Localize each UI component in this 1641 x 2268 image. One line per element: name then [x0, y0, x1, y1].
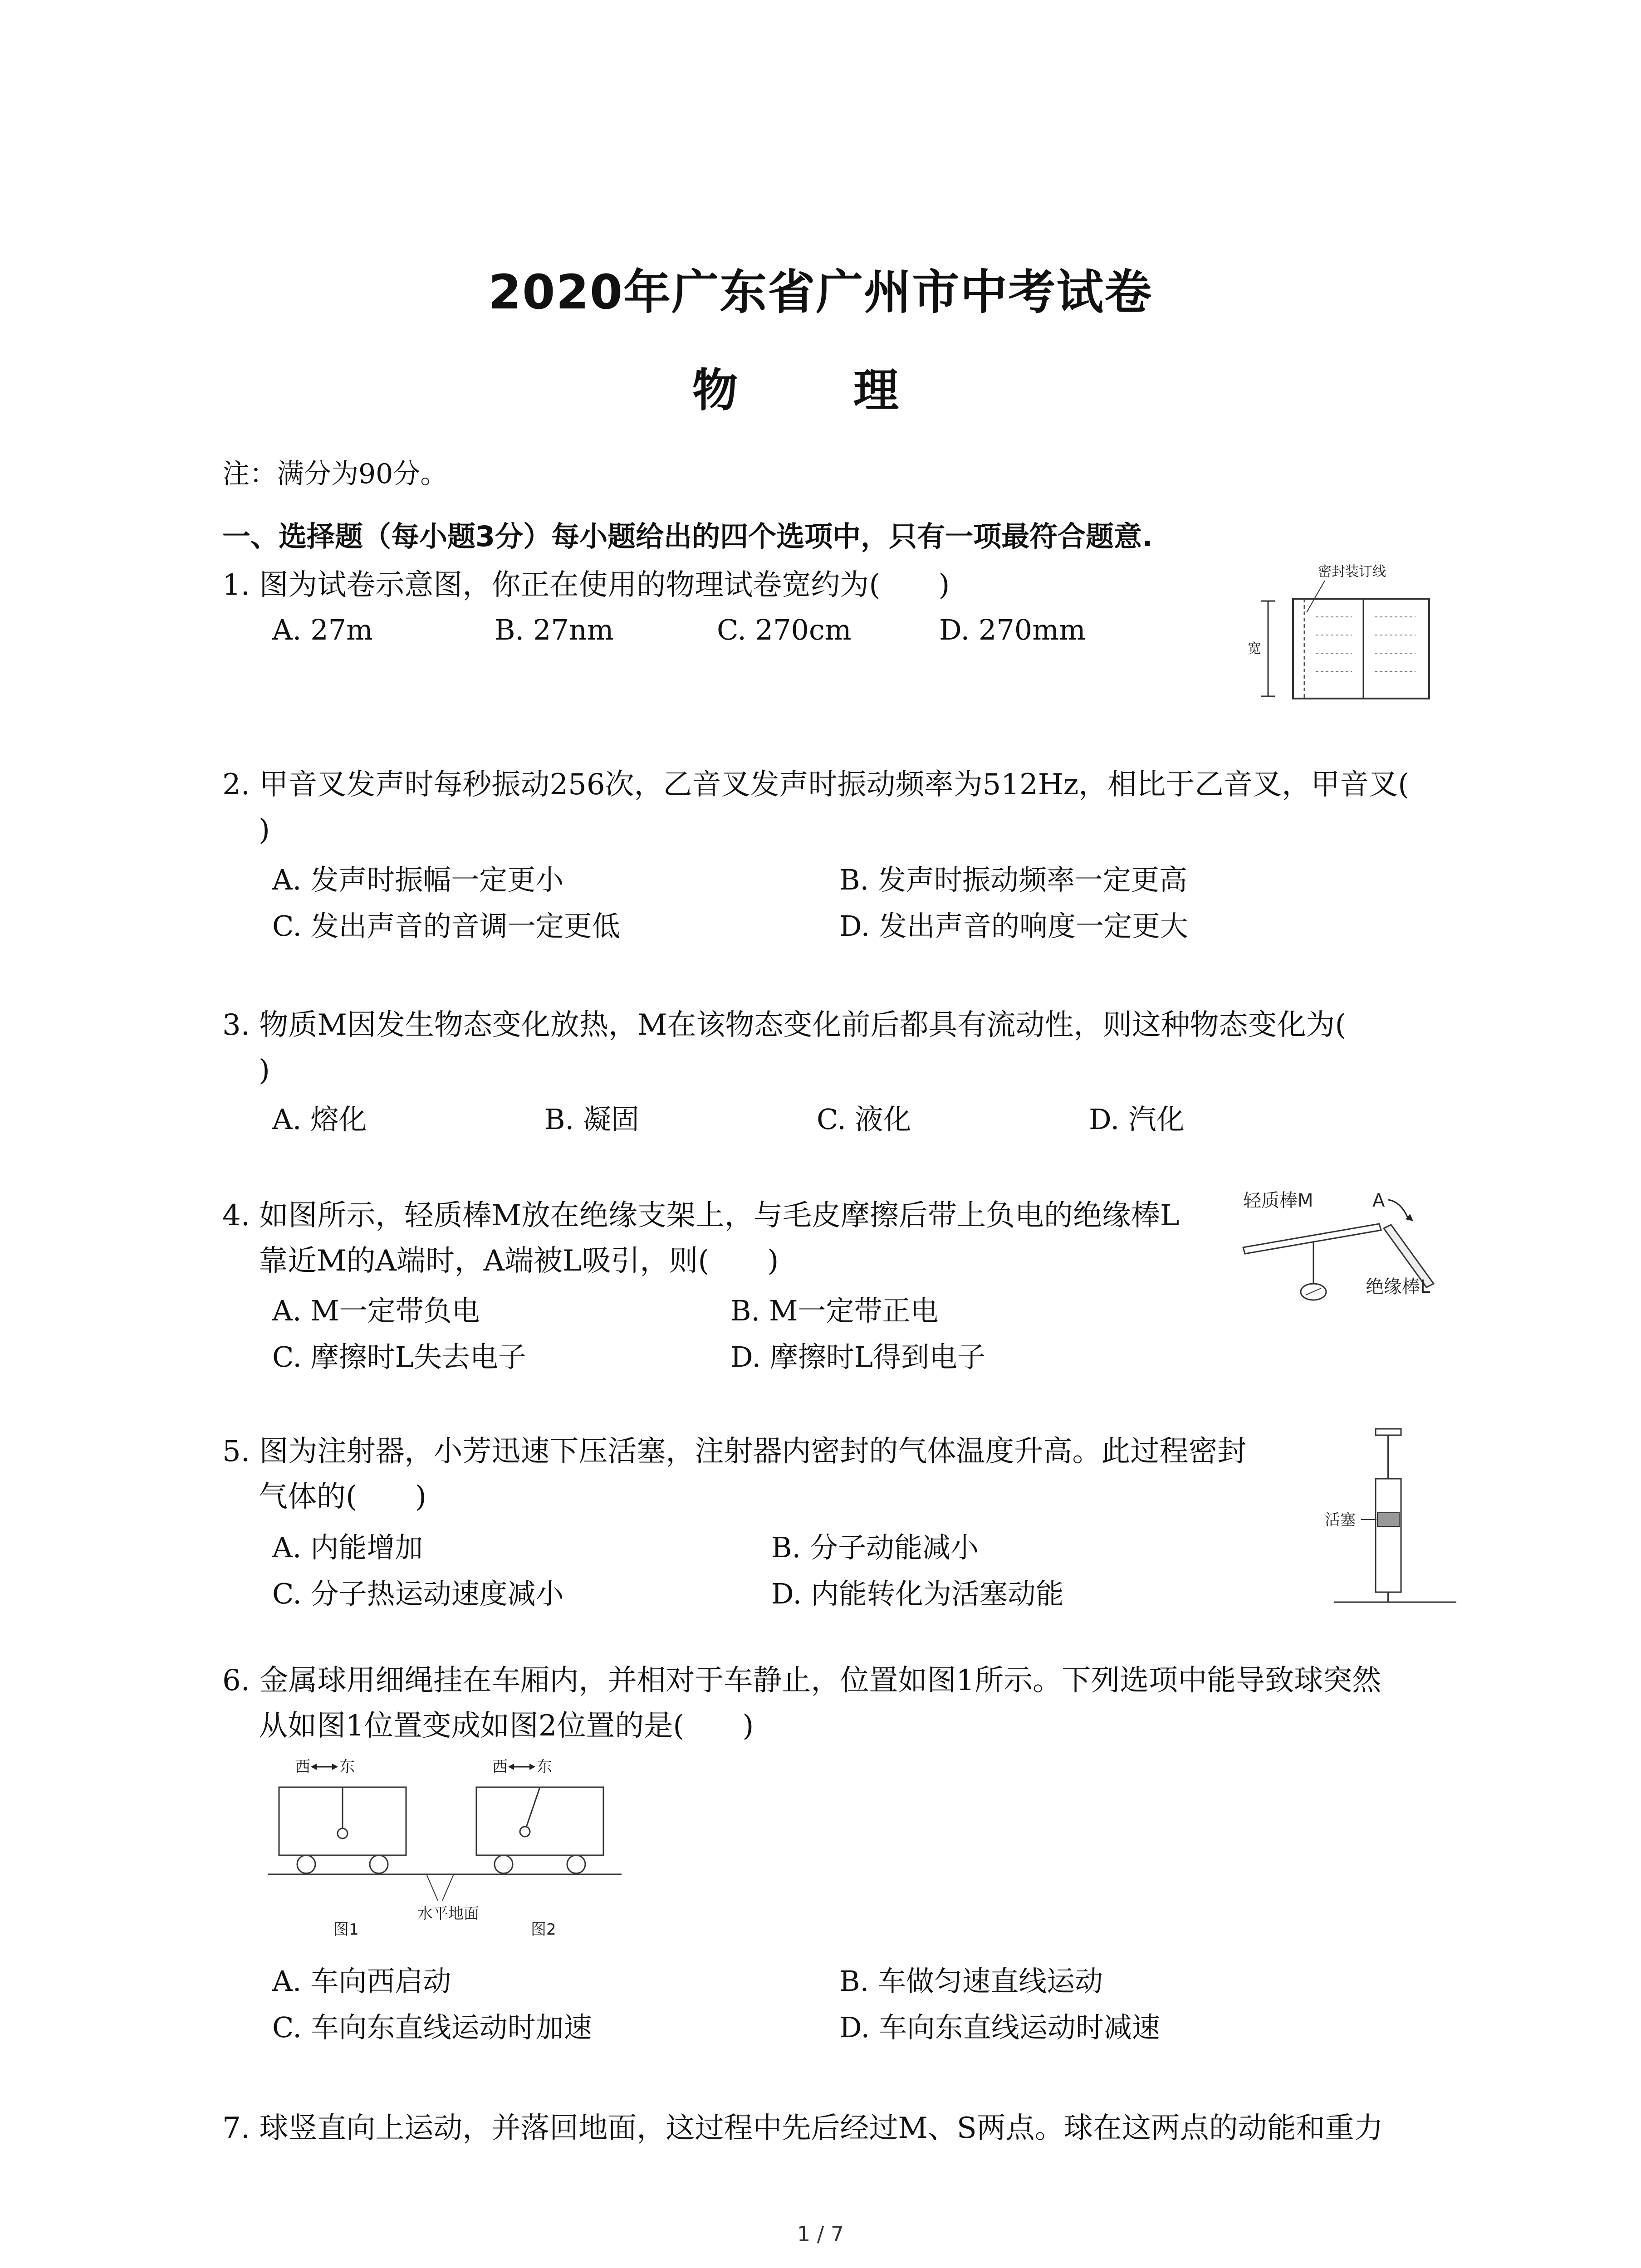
q2-option-a: A. 发声时振幅一定更小 — [272, 863, 564, 896]
q5-option-a: A. 内能增加 — [272, 1531, 423, 1564]
q6-car-figure — [263, 1755, 644, 1937]
q4-option-c: C. 摩擦时L失去电子 — [272, 1340, 526, 1374]
q1-option-d: D. 270mm — [939, 613, 1086, 646]
q1-option-c: C. 270cm — [717, 613, 852, 646]
q1-option-b: B. 27nm — [495, 613, 614, 646]
q4-fig-label-rod-l: 绝缘棒L — [1366, 1276, 1430, 1297]
question-2-stem-cont: ) — [259, 813, 270, 847]
section-heading: 一、选择题（每小题3分）每小题给出的四个选项中，只有一项最符合题意. — [222, 520, 1153, 553]
q6-fig1-caption: 图1 — [333, 1921, 359, 1937]
q6-option-a: A. 车向西启动 — [272, 1965, 451, 1998]
question-7-stem: 7. 球竖直向上运动，并落回地面，这过程中先后经过M、S两点。球在这两点的动能和重力 — [222, 2112, 1383, 2145]
q5-syringe-figure — [1325, 1424, 1461, 1606]
score-note: 注：满分为90分。 — [222, 458, 448, 490]
q5-option-d: D. 内能转化为活塞动能 — [771, 1577, 1064, 1610]
q6-option-b: B. 车做匀速直线运动 — [839, 1965, 1103, 1998]
q2-option-b: B. 发声时振动频率一定更高 — [839, 863, 1187, 896]
q6-fig2-east-label: 东 — [537, 1758, 552, 1776]
q4-rod-figure — [1234, 1179, 1488, 1325]
q2-option-d: D. 发出声音的响度一定更大 — [839, 909, 1188, 943]
question-3-stem: 3. 物质M因发生物态变化放热，M在该物态变化前后都具有流动性，则这种物态变化为( — [222, 1008, 1347, 1042]
q5-option-c: C. 分子热运动速度减小 — [272, 1577, 564, 1610]
q1-fig-label-width: 宽 — [1248, 641, 1261, 657]
q5-option-b: B. 分子动能减小 — [771, 1531, 979, 1564]
q4-option-a: A. M一定带负电 — [272, 1294, 480, 1327]
q4-fig-label-rod-m: 轻质棒M — [1243, 1190, 1313, 1211]
q6-fig-ground-label: 水平地面 — [417, 1905, 479, 1923]
subject-title: 物 理 — [692, 364, 949, 417]
question-6-stem-cont: 从如图1位置变成如图2位置的是( ) — [259, 1709, 754, 1743]
q4-fig-label-a: A — [1372, 1190, 1385, 1211]
q3-option-d: D. 汽化 — [1089, 1103, 1185, 1136]
q6-fig1-east-label: 东 — [339, 1758, 355, 1776]
q5-fig-label-piston: 活塞 — [1325, 1511, 1356, 1529]
q6-option-c: C. 车向东直线运动时加速 — [272, 2011, 592, 2044]
page-title: 2020年广东省广州市中考试卷 — [488, 264, 1153, 320]
page-number: 1 / 7 — [797, 2222, 844, 2246]
q6-fig1-west-label: 西 — [295, 1758, 310, 1776]
q2-option-c: C. 发出声音的音调一定更低 — [272, 909, 620, 943]
q6-fig2-west-label: 西 — [492, 1758, 508, 1776]
q3-option-a: A. 熔化 — [272, 1103, 367, 1136]
question-5-stem: 5. 图为注射器，小芳迅速下压活塞，注射器内密封的气体温度升高。此过程密封 — [222, 1435, 1247, 1468]
q6-option-d: D. 车向东直线运动时减速 — [839, 2011, 1160, 2044]
question-4-stem-cont: 靠近M的A端时，A端被L吸引，则( ) — [259, 1244, 779, 1278]
q1-option-a: A. 27m — [272, 613, 373, 646]
question-5-stem-cont: 气体的( ) — [259, 1480, 426, 1514]
q6-fig2-caption: 图2 — [531, 1921, 556, 1937]
question-3-stem-cont: ) — [259, 1054, 270, 1087]
q1-fig-label-seal: 密封装订线 — [1318, 564, 1386, 580]
question-1-stem: 1. 图为试卷示意图，你正在使用的物理试卷宽约为( ) — [222, 568, 950, 602]
q3-option-c: C. 液化 — [817, 1103, 911, 1136]
question-4-stem: 4. 如图所示，轻质棒M放在绝缘支架上，与毛皮摩擦后带上负电的绝缘棒L — [222, 1199, 1180, 1232]
q3-option-b: B. 凝固 — [544, 1103, 639, 1136]
q1-paper-figure — [1243, 562, 1443, 708]
q4-option-d: D. 摩擦时L得到电子 — [730, 1340, 986, 1374]
question-6-stem: 6. 金属球用细绳挂在车厢内，并相对于车静止，位置如图1所示。下列选项中能导致球突然 — [222, 1664, 1381, 1697]
question-2-stem: 2. 甲音叉发声时每秒振动256次，乙音叉发声时振动频率为512Hz，相比于乙音叉，甲音叉( — [222, 768, 1410, 802]
q4-option-b: B. M一定带正电 — [730, 1294, 939, 1327]
